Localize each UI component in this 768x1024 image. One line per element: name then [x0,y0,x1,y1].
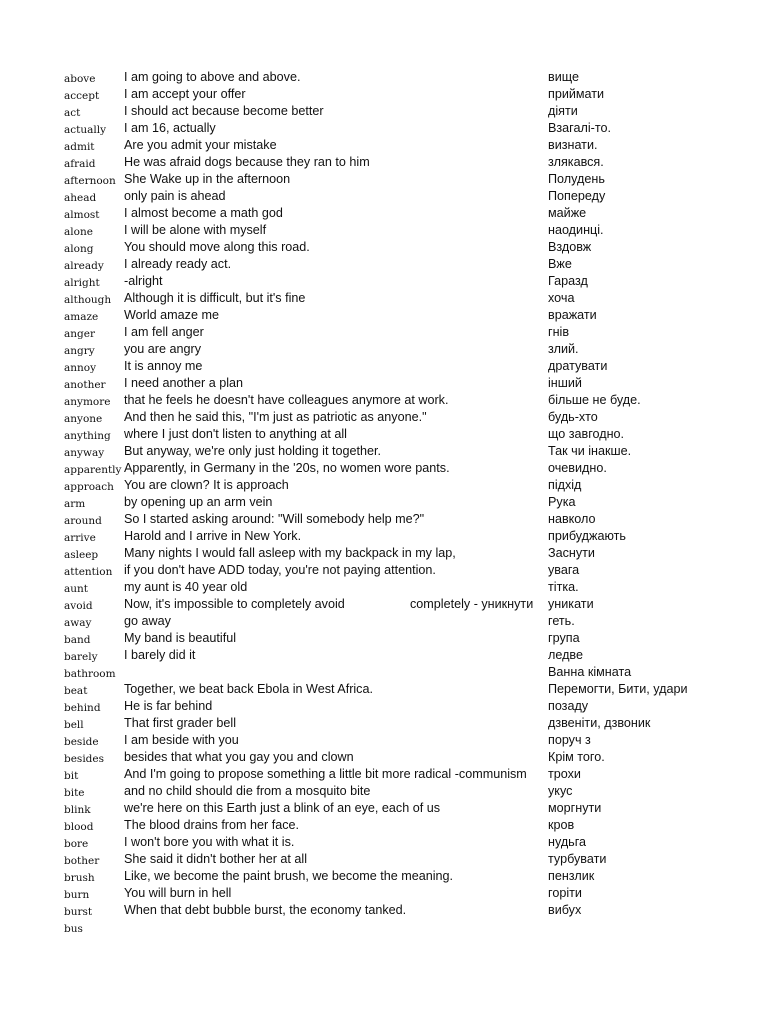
english-word: another [64,379,106,391]
example-sentence: Apparently, in Germany in the '20s, no women wore pants. [124,461,450,475]
english-word: annoy [64,362,97,374]
ukrainian-translation: Ванна кімната [548,665,632,679]
vocab-row [0,171,768,188]
ukrainian-translation: підхід [548,478,582,492]
example-sentence: My band is beautiful [124,631,237,645]
vocab-row [0,562,768,579]
vocab-row [0,698,768,715]
ukrainian-translation: приймати [548,87,605,101]
ukrainian-translation: трохи [548,767,581,781]
vocab-row [0,868,768,885]
vocab-row [0,256,768,273]
example-sentence: Now, it's impossible to completely avoid [124,597,345,611]
ukrainian-translation: наодинці. [548,223,604,237]
vocab-row [0,426,768,443]
english-word: anyone [64,413,103,425]
ukrainian-translation: майже [548,206,587,220]
ukrainian-translation: більше не буде. [548,393,641,407]
example-sentence: I should act because become better [124,104,324,118]
example-sentence: Are you admit your mistake [124,138,277,152]
example-sentence: -alright [124,274,163,288]
example-sentence: you are angry [124,342,202,356]
vocab-row [0,409,768,426]
vocab-row [0,494,768,511]
example-sentence: You are clown? It is approach [124,478,289,492]
ukrainian-translation: визнати. [548,138,598,152]
ukrainian-translation: очевидно. [548,461,607,475]
vocab-row [0,239,768,256]
ukrainian-translation: тітка. [548,580,579,594]
example-sentence: Together, we beat back Ebola in West Africa. [124,682,373,696]
english-word: bore [64,838,89,850]
ukrainian-translation: вище [548,70,579,84]
example-sentence: He is far behind [124,699,213,713]
english-word: although [64,294,112,306]
example-sentence: and no child should die from a mosquito bite [124,784,371,798]
ukrainian-translation: турбувати [548,852,607,866]
ukrainian-translation: злякався. [548,155,604,169]
vocab-row [0,613,768,630]
vocab-row [0,375,768,392]
example-sentence: It is annoy me [124,359,203,373]
example-sentence: That first grader bell [124,716,236,730]
english-word: angry [64,345,95,357]
english-word: along [64,243,94,255]
ukrainian-translation: геть. [548,614,575,628]
english-word: band [64,634,91,646]
vocab-row [0,324,768,341]
english-word: burst [64,906,93,918]
vocab-row [0,681,768,698]
ukrainian-translation: що завгодно. [548,427,625,441]
example-sentence: But anyway, we're only just holding it together. [124,444,381,458]
vocab-row [0,732,768,749]
example-sentence: by opening up an arm vein [124,495,273,509]
ukrainian-translation: поруч з [548,733,591,747]
vocab-row [0,766,768,783]
vocab-row [0,460,768,477]
vocab-row [0,800,768,817]
example-sentence: I won't bore you with what it is. [124,835,295,849]
vocab-row [0,749,768,766]
english-word: admit [64,141,95,153]
ukrainian-translation: увага [548,563,580,577]
english-word: beat [64,685,88,697]
example-sentence: So I started asking around: "Will somebody help me?" [124,512,425,526]
ukrainian-translation: дзвеніти, дзвоник [548,716,651,730]
english-word: bite [64,787,85,799]
english-word: bathroom [64,668,116,680]
english-word: barely [64,651,98,663]
ukrainian-translation: навколо [548,512,596,526]
english-word: behind [64,702,101,714]
ukrainian-translation: пензлик [548,869,595,883]
ukrainian-translation: Заснути [548,546,595,560]
english-word: around [64,515,102,527]
english-word: ahead [64,192,97,204]
vocab-row [0,715,768,732]
ukrainian-translation: кров [548,818,575,832]
example-sentence: World amaze me [124,308,219,322]
english-word: almost [64,209,100,221]
vocab-row [0,596,768,613]
example-sentence: I am going to above and above. [124,70,301,84]
english-word: blink [64,804,91,816]
ukrainian-translation: прибуджають [548,529,626,543]
vocab-row [0,817,768,834]
english-word: act [64,107,81,119]
example-sentence: I almost become a math god [124,206,283,220]
english-word: attention [64,566,113,578]
english-word: alone [64,226,93,238]
ukrainian-translation: Попереду [548,189,606,203]
vocab-row [0,392,768,409]
english-word: anyway [64,447,105,459]
ukrainian-translation: моргнути [548,801,602,815]
vocab-row [0,664,768,681]
vocab-row [0,579,768,596]
english-word: away [64,617,92,629]
ukrainian-translation: Так чи інакше. [548,444,632,458]
vocab-row [0,511,768,528]
english-word: bell [64,719,84,731]
english-word: already [64,260,104,272]
ukrainian-translation: горіти [548,886,582,900]
vocab-row [0,273,768,290]
example-sentence: go away [124,614,171,628]
english-word: amaze [64,311,99,323]
example-sentence: She said it didn't bother her at all [124,852,308,866]
ukrainian-translation: Перемогти, Бити, удари [548,682,688,696]
ukrainian-translation: Вздовж [548,240,592,254]
example-sentence: He was afraid dogs because they ran to him [124,155,370,169]
english-word: approach [64,481,114,493]
ukrainian-translation: Вже [548,257,572,271]
english-word: actually [64,124,107,136]
english-word: accept [64,90,100,102]
english-word: aunt [64,583,89,595]
english-word: asleep [64,549,99,561]
ukrainian-translation: Взагалі-то. [548,121,611,135]
example-sentence: And I'm going to propose something a little bit more radical -communism [124,767,527,781]
english-word: arrive [64,532,96,544]
example-sentence: where I just don't listen to anything at all [124,427,347,441]
vocab-row [0,545,768,562]
ukrainian-translation: хоча [548,291,575,305]
vocab-row [0,188,768,205]
english-word: brush [64,872,95,884]
example-sentence: only pain is ahead [124,189,226,203]
vocab-row [0,69,768,86]
example-sentence: besides that what you gay you and clown [124,750,354,764]
ukrainian-translation: група [548,631,580,645]
example-sentence: I already ready act. [124,257,232,271]
ukrainian-translation: Гаразд [548,274,588,288]
english-word: afraid [64,158,96,170]
english-word: beside [64,736,99,748]
example-sentence: Like, we become the paint brush, we become the meaning. [124,869,454,883]
vocab-row [0,307,768,324]
english-word: anything [64,430,111,442]
ukrainian-translation: ледве [548,648,583,662]
vocab-row [0,341,768,358]
vocab-row [0,851,768,868]
ukrainian-translation: злий. [548,342,579,356]
vocab-row [0,477,768,494]
vocab-row [0,290,768,307]
vocab-row [0,919,768,936]
english-word: arm [64,498,86,510]
example-sentence: I will be alone with myself [124,223,267,237]
vocab-row [0,443,768,460]
example-sentence: Many nights I would fall asleep with my backpack in my lap, [124,546,456,560]
ukrainian-translation: Полудень [548,172,605,186]
english-word: bus [64,923,83,935]
example-sentence: Harold and I arrive in New York. [124,529,302,543]
vocab-row [0,103,768,120]
vocab-row [0,358,768,375]
english-word: blood [64,821,94,833]
english-word: apparently [64,464,122,476]
example-sentence: I am accept your offer [124,87,246,101]
vocab-row [0,783,768,800]
vocab-row [0,205,768,222]
example-sentence: Although it is difficult, but it's fine [124,291,306,305]
ukrainian-translation: уникати [548,597,594,611]
ukrainian-translation: нудьга [548,835,587,849]
vocab-row [0,137,768,154]
ukrainian-translation: вражати [548,308,597,322]
ukrainian-translation: гнів [548,325,570,339]
vocab-row [0,630,768,647]
ukrainian-translation: укус [548,784,573,798]
example-sentence: I am 16, actually [124,121,216,135]
ukrainian-translation: позаду [548,699,589,713]
example-sentence: that he feels he doesn't have colleagues anymore at work. [124,393,449,407]
ukrainian-translation: Рука [548,495,576,509]
vocab-row [0,885,768,902]
english-word: bother [64,855,100,867]
vocab-row [0,120,768,137]
example-sentence: I need another a plan [124,376,244,390]
vocabulary-sheet [0,69,768,936]
english-word: anymore [64,396,111,408]
example-sentence: You should move along this road. [124,240,310,254]
english-word: afternoon [64,175,116,187]
vocab-row [0,647,768,664]
example-sentence: You will burn in hell [124,886,232,900]
example-sentence: When that debt bubble burst, the economy tanked. [124,903,407,917]
example-sentence: And then he said this, "I'm just as patriotic as anyone." [124,410,427,424]
example-sentence: my aunt is 40 year old [124,580,248,594]
english-word: anger [64,328,95,340]
example-sentence: we're here on this Earth just a blink of an eye, each of us [124,801,441,815]
english-word: bit [64,770,79,782]
vocab-row [0,834,768,851]
english-word: above [64,73,96,85]
ukrainian-translation: Крім того. [548,750,605,764]
vocab-row [0,86,768,103]
example-sentence: The blood drains from her face. [124,818,300,832]
example-sentence: She Wake up in the afternoon [124,172,291,186]
english-word: besides [64,753,105,765]
ukrainian-translation: дратувати [548,359,608,373]
ukrainian-translation: вибух [548,903,582,917]
example-sentence: if you don't have ADD today, you're not paying attention. [124,563,436,577]
english-word: alright [64,277,100,289]
side-note: completely - уникнути [410,597,534,611]
ukrainian-translation: будь-хто [548,410,598,424]
example-sentence: I am beside with you [124,733,239,747]
vocab-row [0,154,768,171]
english-word: burn [64,889,90,901]
vocab-row [0,222,768,239]
example-sentence: I barely did it [124,648,196,662]
vocab-row [0,528,768,545]
example-sentence: I am fell anger [124,325,204,339]
english-word: avoid [64,600,93,612]
ukrainian-translation: діяти [548,104,578,118]
ukrainian-translation: інший [548,376,582,390]
vocab-row [0,902,768,919]
